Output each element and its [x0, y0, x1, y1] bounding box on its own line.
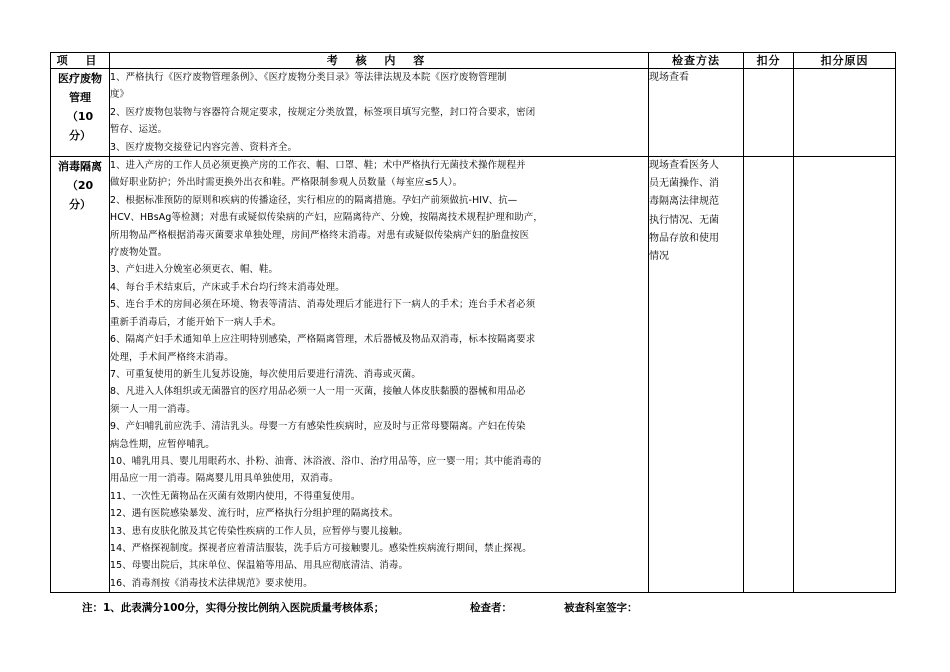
content-line: 1、进入产房的工作人员必须更换产房的工作衣、帽、口罩、鞋；术中严格执行无菌技术操作规程并	[110, 160, 526, 172]
content-line: 13、患有皮肤化脓及其它传染性疾病的工作人员，应暂停与婴儿接触。	[110, 525, 408, 537]
method-line: 员无菌操作、消	[649, 178, 719, 190]
content-line: 10、哺乳用具、婴儿用眼药水、扑粉、油膏、沐浴液、浴巾、治疗用品等，应一婴一用；其中能消毒的	[110, 455, 542, 467]
method-line: 现场查看	[649, 72, 689, 83]
content-line: 9、产妇哺乳前应洗手、清洁乳头。母婴一方有感染性疾病时，应及时与正常母婴隔离。产妇在传染	[110, 421, 526, 433]
item-score-line: 分）	[69, 198, 91, 212]
table-row-medical-waste	[51, 69, 896, 157]
method-line: 情况	[649, 251, 669, 263]
item-score-line: 分）	[69, 129, 91, 142]
content-line: 2、医疗废物包装物与容器符合规定要求，按规定分类放置，标签项目填写完整，封口符合要求，密闭	[110, 106, 536, 118]
method-cell	[649, 157, 744, 593]
item-label-line: 管理	[69, 91, 91, 104]
content-line: 用品应一用一消毒。隔离婴儿用具单独使用，双消毒。	[110, 473, 339, 485]
deduct-cell[interactable]	[744, 157, 794, 593]
inspector-label: 检查者：	[470, 602, 512, 614]
content-line: 12、遇有医院感染暴发、流行时，应严格执行分组护理的隔离技术。	[110, 508, 399, 520]
item-cell	[51, 157, 110, 593]
content-cell	[110, 69, 649, 157]
item-label-line: 消毒隔离	[58, 160, 102, 174]
content-line: 度》	[110, 89, 130, 101]
content-line: 须一人一用一消毒。	[110, 403, 196, 415]
method-line: 现场查看医务人	[649, 160, 719, 172]
content-line: 7、可重复使用的新生儿复苏设施，每次使用后要进行清洗、消毒或灭菌。	[110, 368, 421, 380]
content-line: 暂存、运送。	[110, 124, 168, 136]
assessment-table	[50, 52, 896, 593]
item-label-line: 医疗废物	[58, 72, 102, 85]
footer-note: 注：1、此表满分100分，实得分按比例纳入医院质量考核体系；	[82, 602, 385, 614]
method-line: 物品存放和使用	[649, 232, 719, 244]
content-line: 3、产妇进入分娩室必须更衣、帽、鞋。	[110, 264, 279, 276]
header-item: 项 目	[51, 53, 110, 69]
content-line: 2、根据标准预防的原则和疾病的传播途径，实行相应的的隔离措施。孕妇产前须做抗-HIV、抗—	[110, 194, 518, 206]
item-score-line: （10	[66, 110, 94, 123]
content-line: 6、隔离产妇手术通知单上应注明特别感染，严格隔离管理，术后器械及物品双消毒，标本按隔离要求	[110, 334, 536, 346]
content-line: 15、母婴出院后，其床单位、保温箱等用品、用具应彻底清洁、消毒。	[110, 560, 408, 572]
item-score-line: （20	[66, 179, 94, 193]
table-header-row	[51, 53, 896, 69]
header-method: 检查方法	[649, 53, 744, 69]
item-cell	[51, 69, 110, 157]
reason-cell[interactable]	[794, 69, 896, 157]
deduct-cell[interactable]	[744, 69, 794, 157]
content-line: 疗废物处置。	[110, 247, 168, 259]
content-line: 5、连台手术的房间必须在环境、物表等清洁、消毒处理后才能进行下一病人的手术；连台手术者必须	[110, 299, 536, 311]
reason-cell[interactable]	[794, 157, 896, 593]
header-reason: 扣分原因	[794, 53, 896, 69]
header-content: 考 核 内 容	[110, 53, 649, 69]
content-line: 14、严格探视制度。探视者应着清洁服装，洗手后方可接触婴儿。感染性疾病流行期间，禁止探视。	[110, 542, 532, 554]
content-line: HCV、HBsAg等检测；对患有或疑似传染病的产妇，应隔离待产、分娩，按隔离技术规程护理和助产，	[110, 212, 543, 224]
content-line: 1、严格执行《医疗废物管理条例》、《医疗废物分类目录》等法律法规及本院《医疗废物管理制	[110, 72, 507, 83]
method-line: 执行情况、无菌	[649, 214, 719, 226]
method-cell	[649, 69, 744, 157]
content-line: 4、每台手术结束后，产床或手术台均行终末消毒处理。	[110, 281, 345, 293]
content-line: 3、医疗废物交接登记内容完善、资料齐全。	[110, 141, 298, 153]
content-line: 11、一次性无菌物品在灭菌有效期内使用，不得重复使用。	[110, 490, 361, 502]
content-line: 做好职业防护；外出时需更换外出衣和鞋。严格限制参观人员数量（每室应≤5人）。	[110, 177, 463, 189]
method-line: 毒隔离法律规范	[649, 196, 719, 208]
content-line: 8、凡进入人体组织或无菌器官的医疗用品必须一人一用一灭菌，接触人体皮肤黏膜的器械和用品必	[110, 386, 526, 398]
content-line: 16、消毒剂按《消毒技术法律规范》要求使用。	[110, 577, 313, 589]
content-line: 重新手消毒后，才能开始下一病人手术。	[110, 316, 282, 328]
content-line: 所用物品严格根据消毒灭菌要求单独处理，房间严格终末消毒。对患有或疑似传染病产妇的胎盘按医	[110, 229, 530, 241]
content-line: 处理，手术间严格终末消毒。	[110, 351, 234, 363]
dept-sign-label: 被查科室签字：	[564, 602, 638, 614]
table-row-disinfection	[51, 157, 896, 593]
content-line: 病急性期，应暂停哺乳。	[110, 438, 215, 450]
header-deduct: 扣分	[744, 53, 794, 69]
content-cell	[110, 157, 649, 593]
